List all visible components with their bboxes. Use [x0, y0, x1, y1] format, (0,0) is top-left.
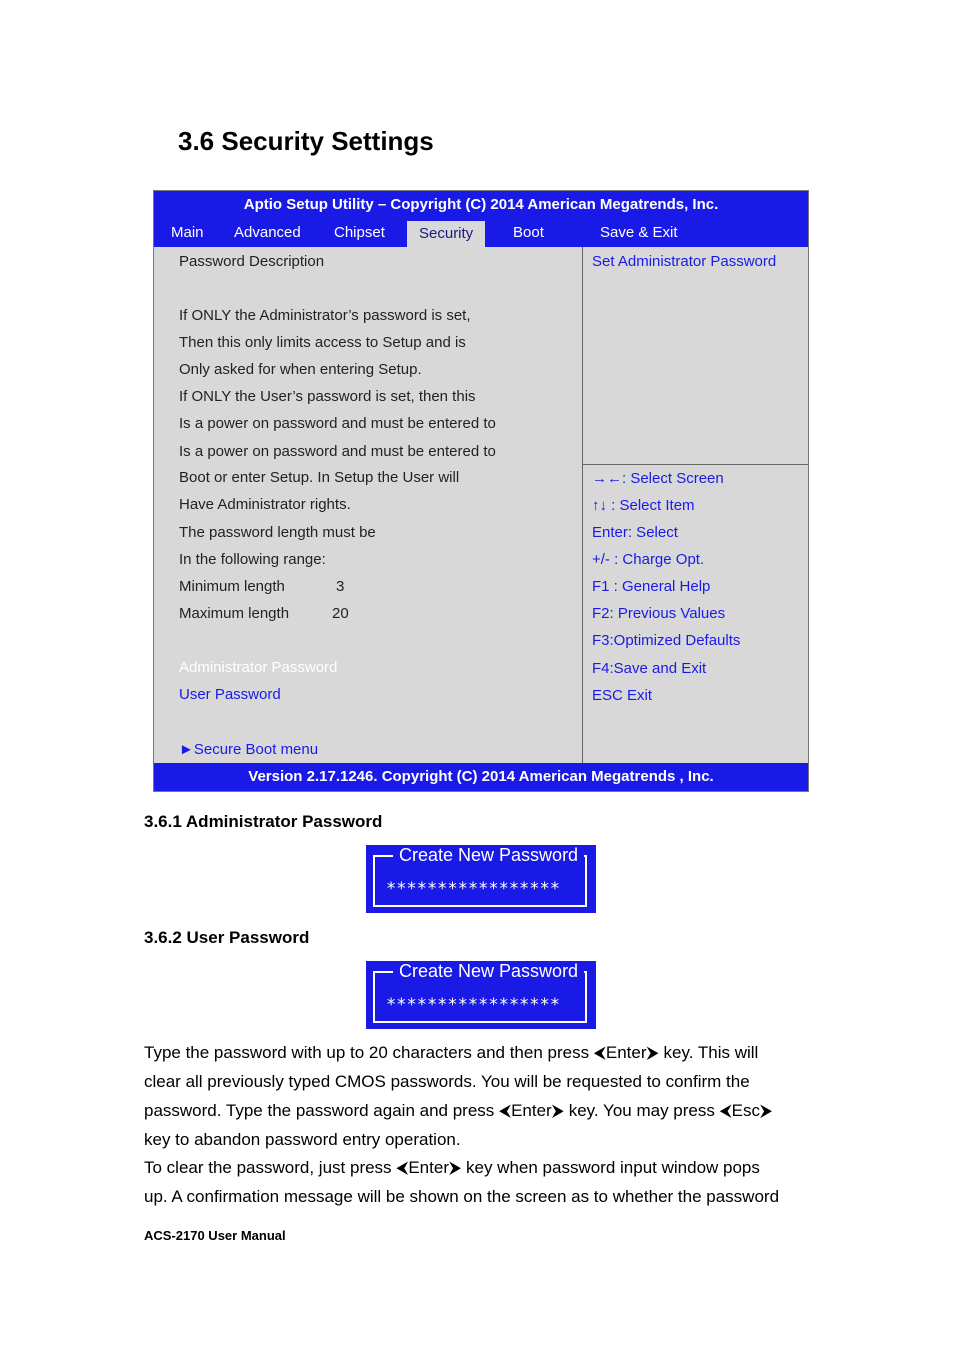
description-line: Then this only limits access to Setup and is: [179, 334, 466, 351]
key-hint: →←: Select Screen: [592, 470, 724, 487]
admin-password-dialog: [366, 845, 596, 913]
body-text-line: up. A confirmation message will be shown on the screen as to whether the password: [144, 1187, 780, 1206]
user-password-item[interactable]: User Password: [179, 686, 281, 703]
user-password-dialog: [366, 961, 596, 1029]
help-text: Set Administrator Password: [592, 253, 777, 270]
body-text-line: Type the password with up to 20 characters and then press ⮜Enter⮞ key. This will: [144, 1043, 759, 1062]
description-line: Is a power on password and must be entered to: [179, 415, 496, 432]
key-hint: F1 : General Help: [592, 578, 711, 595]
description-line: If ONLY the Administrator’s password is set,: [179, 307, 471, 324]
key-hint: F3:Optimized Defaults: [592, 632, 741, 649]
key-hint: ↑↓ : Select Item: [592, 497, 695, 514]
body-text-line: password. Type the password again and press ⮜Enter⮞ key. You may press ⮜Esc⮞: [144, 1101, 773, 1120]
dialog-frame: [373, 961, 587, 1023]
bios-footer-bar: Version 2.17.1246. Copyright (C) 2014 American Megatrends , Inc.: [154, 763, 808, 791]
description-line: Boot or enter Setup. In Setup the User will: [179, 469, 460, 486]
tab-advanced[interactable]: Advanced: [234, 224, 301, 241]
key-hint: +/- : Charge Opt.: [592, 551, 705, 568]
description-line: The password length must be: [179, 524, 376, 541]
bios-help-panel: [583, 247, 808, 465]
description-line: Have Administrator rights.: [179, 496, 351, 513]
body-text-line: To clear the password, just press ⮜Enter⮞ key when password input window pops: [144, 1158, 760, 1177]
max-length-value: 20: [332, 605, 349, 622]
body-text-line: key to abandon password entry operation.: [144, 1130, 461, 1149]
section-heading: 3.6 Security Settings: [178, 126, 434, 156]
tab-chipset[interactable]: Chipset: [334, 224, 385, 241]
password-input[interactable]: *****************: [386, 879, 560, 899]
page-footer: ACS-2170 User Manual: [144, 1228, 286, 1243]
tab-boot[interactable]: Boot: [513, 224, 544, 241]
key-hint: ESC Exit: [592, 687, 653, 704]
dialog-title: Create New Password: [393, 961, 584, 981]
bios-title-bar: Aptio Setup Utility – Copyright (C) 2014 American Megatrends, Inc.: [154, 191, 808, 219]
description-line: Only asked for when entering Setup.: [179, 361, 422, 378]
administrator-password-item[interactable]: Administrator Password: [179, 659, 338, 676]
bios-tab-bar: [154, 219, 808, 247]
password-input[interactable]: *****************: [386, 995, 560, 1015]
bios-screenshot: [153, 190, 809, 792]
min-length-value: 3: [336, 578, 345, 595]
max-length-label: Maximum length: [179, 605, 290, 622]
secure-boot-menu-item[interactable]: ►Secure Boot menu: [179, 741, 319, 758]
tab-main[interactable]: Main: [171, 224, 204, 241]
password-description-title: Password Description: [179, 253, 325, 270]
dialog-frame: [373, 845, 587, 907]
bios-main-panel: [154, 247, 583, 763]
key-hint: Enter: Select: [592, 524, 678, 541]
description-line: If ONLY the User’s password is set, then this: [179, 388, 476, 405]
tab-save-exit[interactable]: Save & Exit: [600, 224, 678, 241]
key-hint: F4:Save and Exit: [592, 660, 707, 677]
admin-password-heading: 3.6.1 Administrator Password: [144, 812, 383, 831]
tab-security[interactable]: Security: [407, 221, 485, 247]
key-hint: F2: Previous Values: [592, 605, 726, 622]
body-text-line: clear all previously typed CMOS passwords. You will be requested to confirm the: [144, 1072, 750, 1091]
min-length-label: Minimum length: [179, 578, 285, 595]
user-password-heading: 3.6.2 User Password: [144, 928, 310, 947]
description-line: Is a power on password and must be entered to: [179, 443, 496, 460]
bios-keys-panel: [583, 465, 808, 763]
description-line: In the following range:: [179, 551, 326, 568]
dialog-title: Create New Password: [393, 845, 584, 865]
